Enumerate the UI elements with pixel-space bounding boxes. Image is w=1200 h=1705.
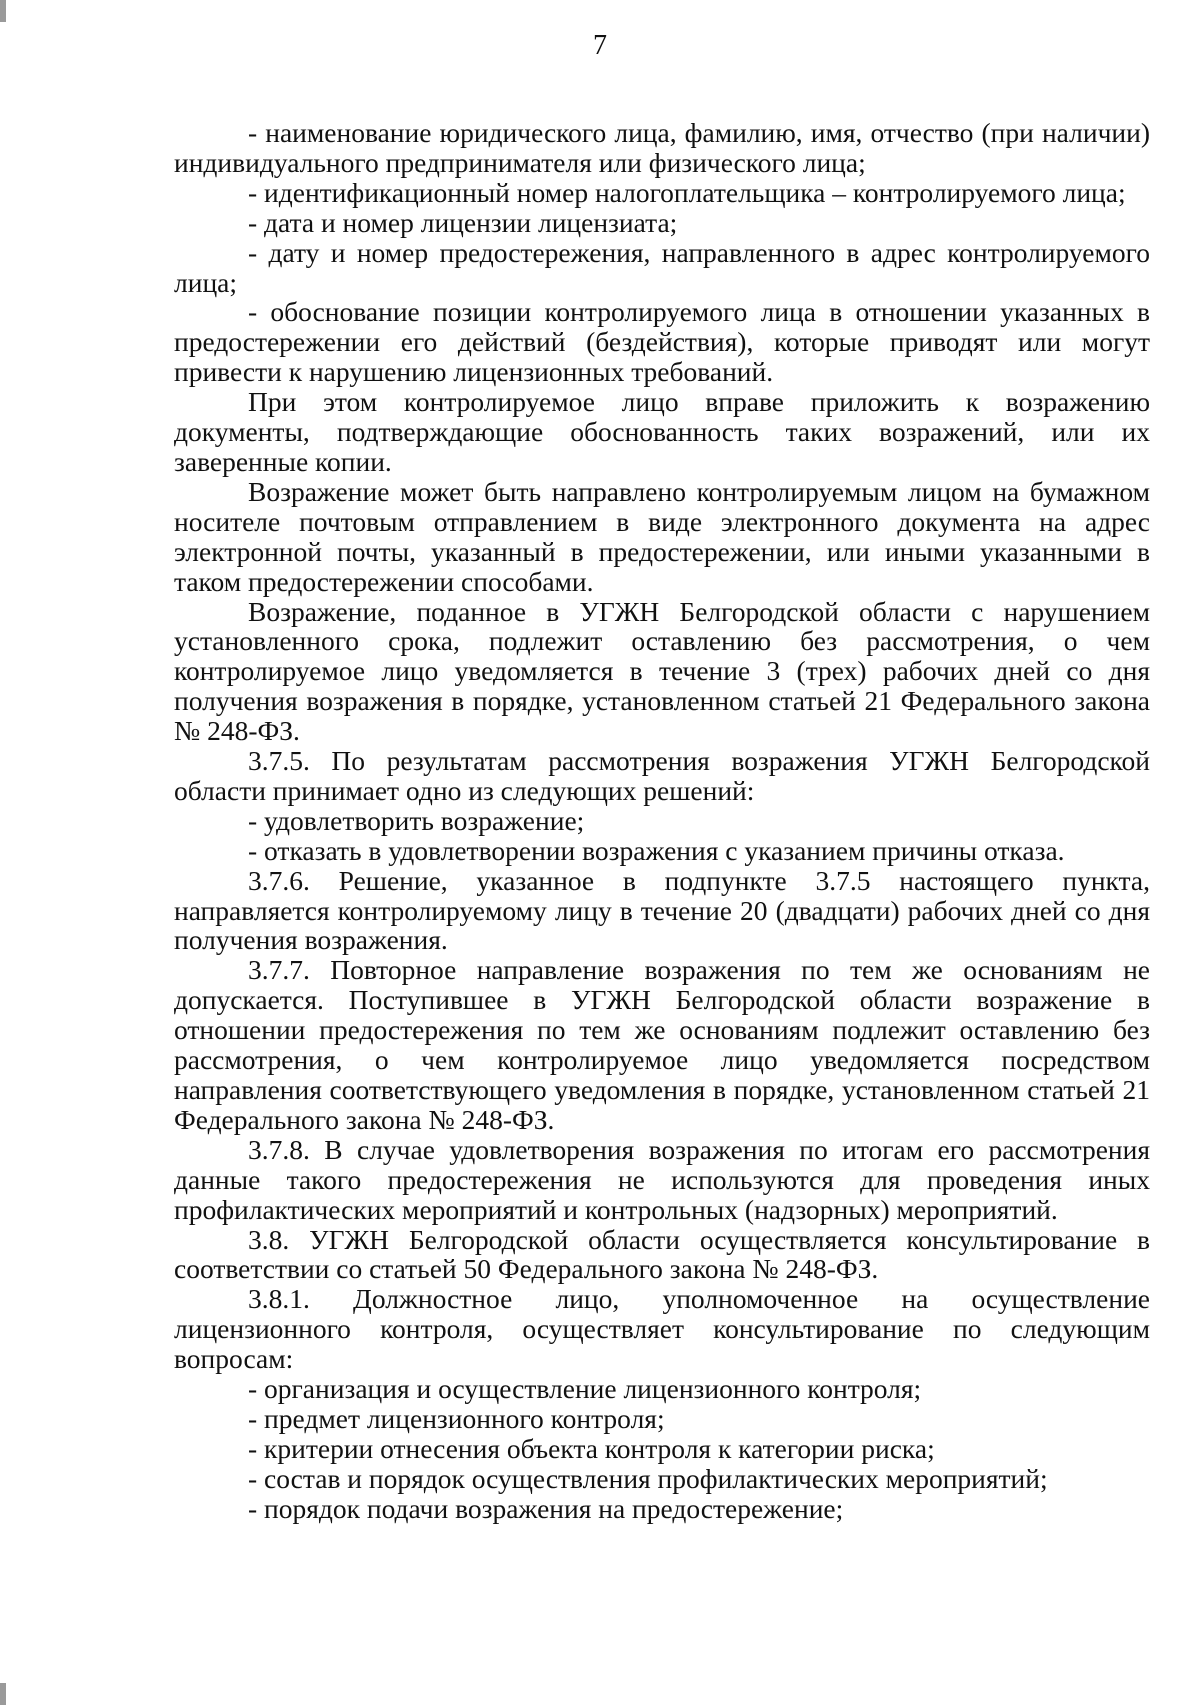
paragraph-7: Возражение может быть направлено контролируемым лицом на бумажном носителе почтовым отправлением в виде электронного документа на адрес электронной почты, указанный в предостережении, или иными указанными в таком предостережении способами. [174,475,1150,597]
page-number: 7 [593,30,607,61]
paragraph-3: - дата и номер лицензии лицензиата; [248,206,678,238]
paragraph-10: - удовлетворить возражение; [248,804,585,836]
document-body [174,118,1150,1524]
paragraph-13: 3.7.7. Повторное направление возражения по тем же основаниям не допускается. Поступившее в УГЖН Белгородской области возражение в отношении предостережения по тем же основаниям подлежит оставлению без рассмотрения, о чем контролируемое лицо уведомляется посредством направления соответствующего уведомления в порядке, установленном статьей 21 Федерального закона № 248-ФЗ. [174,954,1150,1135]
paragraph-18: - предмет лицензионного контроля; [248,1402,665,1434]
paragraph-1: - наименование юридического лица, фамилию, имя, отчество (при наличии) индивидуального предпринимателя или физического лица; [174,117,1150,178]
scan-edge-mark-bottom [0,1683,6,1705]
paragraph-2: - идентификационный номер налогоплательщика – контролируемого лица; [248,176,1126,208]
paragraph-12: 3.7.6. Решение, указанное в подпункте 3.7.5 настоящего пункта, направляется контролируемому лицу в течение 20 (двадцати) рабочих дней со дня получения возражения. [174,864,1150,956]
paragraph-16: 3.8.1. Должностное лицо, уполномоченное на осуществление лицензионного контроля, осуществляет консультирование по следующим вопросам: [174,1283,1150,1375]
paragraph-20: - состав и порядок осуществления профилактических мероприятий; [248,1462,1048,1494]
scan-edge-mark-top [0,0,6,22]
paragraph-17: - организация и осуществление лицензионного контроля; [248,1373,922,1405]
paragraph-8: Возражение, поданное в УГЖН Белгородской области с нарушением установленного срока, подлежит оставлению без рассмотрения, о чем контролируемое лицо уведомляется в течение 3 (трех) рабочих дней со дня получения возражения в порядке, установленном статьей 21 Федерального закона № 248-ФЗ. [174,595,1150,747]
paragraph-9: 3.7.5. По результатам рассмотрения возражения УГЖН Белгородской области принимает одно из следующих решений: [174,745,1150,806]
paragraph-19: - критерии отнесения объекта контроля к категории риска; [248,1432,935,1464]
paragraph-21: - порядок подачи возражения на предостережение; [248,1492,844,1524]
paragraph-6: При этом контролируемое лицо вправе приложить к возражению документы, подтверждающие обоснованность таких возражений, или их заверенные копии. [174,386,1150,477]
paragraph-4: - дату и номер предостережения, направленного в адрес контролируемого лица; [174,236,1150,298]
paragraph-5: - обоснование позиции контролируемого лица в отношении указанных в предостережении его действий (бездействия), которые приводят или могут привести к нарушению лицензионных требований. [174,296,1150,388]
paragraph-14: 3.7.8. В случае удовлетворения возражения по итогам его рассмотрения данные такого предостережения не используются для проведения иных профилактических мероприятий и контрольных (надзорных) мероприятий. [174,1133,1150,1225]
paragraph-11: - отказать в удовлетворении возражения с указанием причины отказа. [248,834,1065,866]
paragraph-15: 3.8. УГЖН Белгородской области осуществляется консультирование в соответствии со статьей 50 Федерального закона № 248-ФЗ. [174,1223,1150,1285]
